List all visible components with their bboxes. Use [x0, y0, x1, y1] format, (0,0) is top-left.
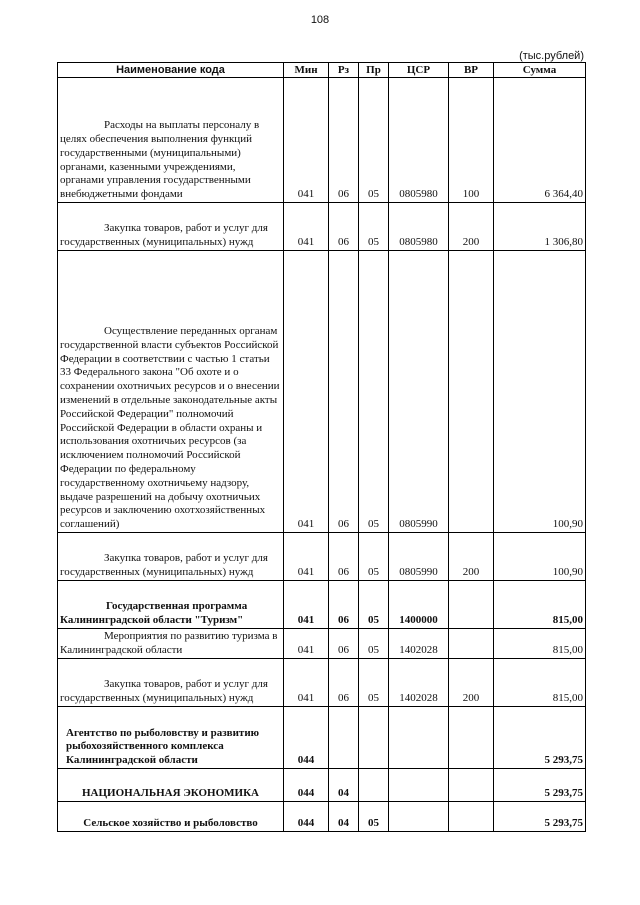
- row-pr: 05: [359, 659, 389, 707]
- row-name: Осуществление переданных органам государственной власти субъектов Российской Федерации в соответствии с частью 1 статьи 33 Федерального закона "Об охоте и о сохранении охотничьих ресурсов и о внесении изменений в отдельные законодательные акты Российской Федерации" полномочий Российской Федерации в области охраны и использования охотничьих ресурсов (за исключением полномочий Российской Федерации по федеральному государственному охотничьему надзору, выдаче разрешений на добычу охотничьих ресурсов и заключению охотхозяйственных соглашений): [58, 251, 284, 533]
- row-vr: [449, 707, 494, 769]
- header-vr: ВР: [449, 63, 494, 78]
- row-sum: 100,90: [494, 251, 586, 533]
- row-pr: 05: [359, 802, 389, 832]
- header-min: Мин: [284, 63, 329, 78]
- header-sum: Сумма: [494, 63, 586, 78]
- row-vr: [449, 629, 494, 659]
- row-name: Сельское хозяйство и рыболовство: [58, 802, 284, 832]
- row-vr: [449, 251, 494, 533]
- row-csr: 0805990: [389, 533, 449, 581]
- row-pr: 05: [359, 78, 389, 203]
- header-name: Наименование кода: [58, 63, 284, 78]
- row-min: 041: [284, 251, 329, 533]
- table-row: [58, 802, 586, 832]
- header-csr: ЦСР: [389, 63, 449, 78]
- table-row: [58, 533, 586, 581]
- row-min: 041: [284, 659, 329, 707]
- row-pr: [359, 769, 389, 802]
- row-name: Мероприятия по развитию туризма в Калининградской области: [58, 629, 284, 659]
- row-min: 044: [284, 769, 329, 802]
- row-name: Агентство по рыболовству и развитию рыбохозяйственного комплекса Калининградской области: [58, 707, 284, 769]
- row-csr: 0805980: [389, 203, 449, 251]
- row-min: 044: [284, 707, 329, 769]
- row-sum: 815,00: [494, 629, 586, 659]
- row-csr: 0805980: [389, 78, 449, 203]
- row-vr: 200: [449, 659, 494, 707]
- row-sum: 1 306,80: [494, 203, 586, 251]
- row-sum: 100,90: [494, 533, 586, 581]
- row-vr: 200: [449, 203, 494, 251]
- row-pr: 05: [359, 251, 389, 533]
- table-header-row: [58, 63, 586, 78]
- table-row: [58, 769, 586, 802]
- row-vr: 100: [449, 78, 494, 203]
- row-rz: 06: [329, 251, 359, 533]
- row-sum: 6 364,40: [494, 78, 586, 203]
- row-rz: 06: [329, 659, 359, 707]
- row-csr: [389, 802, 449, 832]
- header-pr: Пр: [359, 63, 389, 78]
- table-row: [58, 203, 586, 251]
- row-rz: [329, 707, 359, 769]
- table-row: [58, 581, 586, 629]
- row-rz: 06: [329, 581, 359, 629]
- row-pr: 05: [359, 629, 389, 659]
- row-min: 041: [284, 203, 329, 251]
- row-csr: 1402028: [389, 659, 449, 707]
- row-min: 041: [284, 533, 329, 581]
- row-min: 041: [284, 78, 329, 203]
- row-name: Закупка товаров, работ и услуг для государственных (муниципальных) нужд: [58, 659, 284, 707]
- row-rz: 06: [329, 533, 359, 581]
- row-rz: 06: [329, 78, 359, 203]
- row-pr: 05: [359, 203, 389, 251]
- row-pr: [359, 707, 389, 769]
- row-min: 041: [284, 581, 329, 629]
- budget-table: [57, 62, 586, 832]
- row-vr: [449, 581, 494, 629]
- row-name: Закупка товаров, работ и услуг для государственных (муниципальных) нужд: [58, 533, 284, 581]
- table-row: [58, 659, 586, 707]
- row-min: 041: [284, 629, 329, 659]
- row-name: Государственная программа Калининградской области "Туризм": [58, 581, 284, 629]
- page-number: 108: [310, 14, 330, 26]
- row-csr: 1400000: [389, 581, 449, 629]
- row-csr: [389, 769, 449, 802]
- row-sum: 815,00: [494, 659, 586, 707]
- row-rz: 06: [329, 203, 359, 251]
- row-vr: 200: [449, 533, 494, 581]
- row-rz: 04: [329, 802, 359, 832]
- row-pr: 05: [359, 581, 389, 629]
- row-name: Закупка товаров, работ и услуг для государственных (муниципальных) нужд: [58, 203, 284, 251]
- row-vr: [449, 769, 494, 802]
- row-vr: [449, 802, 494, 832]
- row-sum: 815,00: [494, 581, 586, 629]
- row-csr: [389, 707, 449, 769]
- table-row: [58, 78, 586, 203]
- row-pr: 05: [359, 533, 389, 581]
- row-sum: 5 293,75: [494, 769, 586, 802]
- row-name: Расходы на выплаты персоналу в целях обеспечения выполнения функций государственными (муниципальными) органами, казенными учреждениями, органами управления государственными внебюджетными фондами: [58, 78, 284, 203]
- units-label: (тыс.рублей): [519, 50, 584, 62]
- table-row: [58, 251, 586, 533]
- row-rz: 04: [329, 769, 359, 802]
- row-csr: 1402028: [389, 629, 449, 659]
- table-row: [58, 629, 586, 659]
- row-min: 044: [284, 802, 329, 832]
- table-row: [58, 707, 586, 769]
- row-sum: 5 293,75: [494, 802, 586, 832]
- header-rz: Рз: [329, 63, 359, 78]
- row-name: НАЦИОНАЛЬНАЯ ЭКОНОМИКА: [58, 769, 284, 802]
- row-sum: 5 293,75: [494, 707, 586, 769]
- row-csr: 0805990: [389, 251, 449, 533]
- row-rz: 06: [329, 629, 359, 659]
